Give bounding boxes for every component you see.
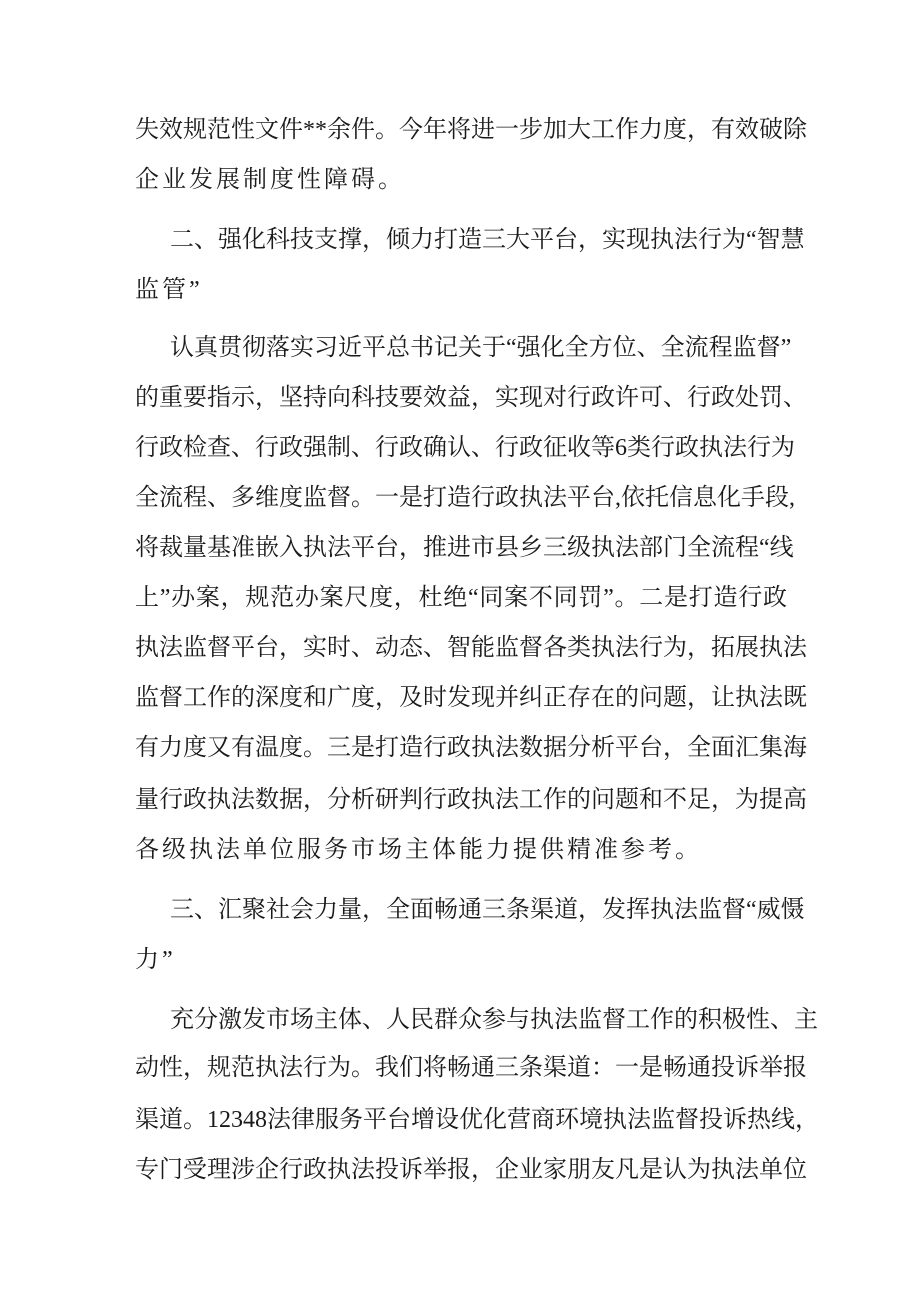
paragraph-line: 充分激发市场主体、人民群众参与执法监督工作的积极性、主 [170,1007,818,1033]
paragraph-line: 监督工作的深度和广度，及时发现并纠正存在的问题，让执法既 [135,685,807,711]
paragraph-line: 动性，规范执法行为。我们将畅通三条渠道：一是畅通投诉举报 [135,1055,807,1081]
paragraph-line: 各级执法单位服务市场主体能力提供精准参考。 [135,837,702,863]
paragraph-line: 失效规范性文件**余件。今年将进一步加大工作力度，有效破除 [135,117,807,143]
section-heading-2-cont: 监管” [135,277,203,303]
section-heading-2: 二、强化科技支撑，倾力打造三大平台，实现执法行为“智慧 [170,227,805,253]
paragraph-line: 渠道。12348法律服务平台增设优化营商环境执法监督投诉热线， [135,1107,819,1133]
paragraph-line: 有力度又有温度。三是打造行政执法数据分析平台，全面汇集海 [135,735,807,761]
paragraph-line: 全流程、多维度监督。一是打造行政执法平台,依托信息化手段, [135,485,795,511]
paragraph-line: 执法监督平台，实时、动态、智能监督各类执法行为，拓展执法 [135,635,807,661]
paragraph-line: 的重要指示，坚持向科技要效益，实现对行政许可、行政处罚、 [135,385,807,411]
paragraph-line: 认真贯彻落实习近平总书记关于“强化全方位、全流程监督” [170,335,792,361]
section-heading-3-cont: 力” [135,947,176,973]
paragraph-line: 企业发展制度性障碍。 [135,167,405,193]
section-heading-3: 三、汇聚社会力量，全面畅通三条渠道，发挥执法监督“威慑 [170,897,805,923]
paragraph-line: 行政检查、行政强制、行政确认、行政征收等6类行政执法行为 [135,435,795,461]
paragraph-line: 专门受理涉企行政执法投诉举报，企业家朋友凡是认为执法单位 [135,1157,807,1183]
paragraph-line: 量行政执法数据，分析研判行政执法工作的问题和不足，为提高 [135,787,807,813]
paragraph-line: 将裁量基准嵌入执法平台，推进市县乡三级执法部门全流程“线 [135,535,794,561]
paragraph-line: 上”办案，规范办案尺度，杜绝“同案不同罚”。二是打造行政 [135,585,787,611]
